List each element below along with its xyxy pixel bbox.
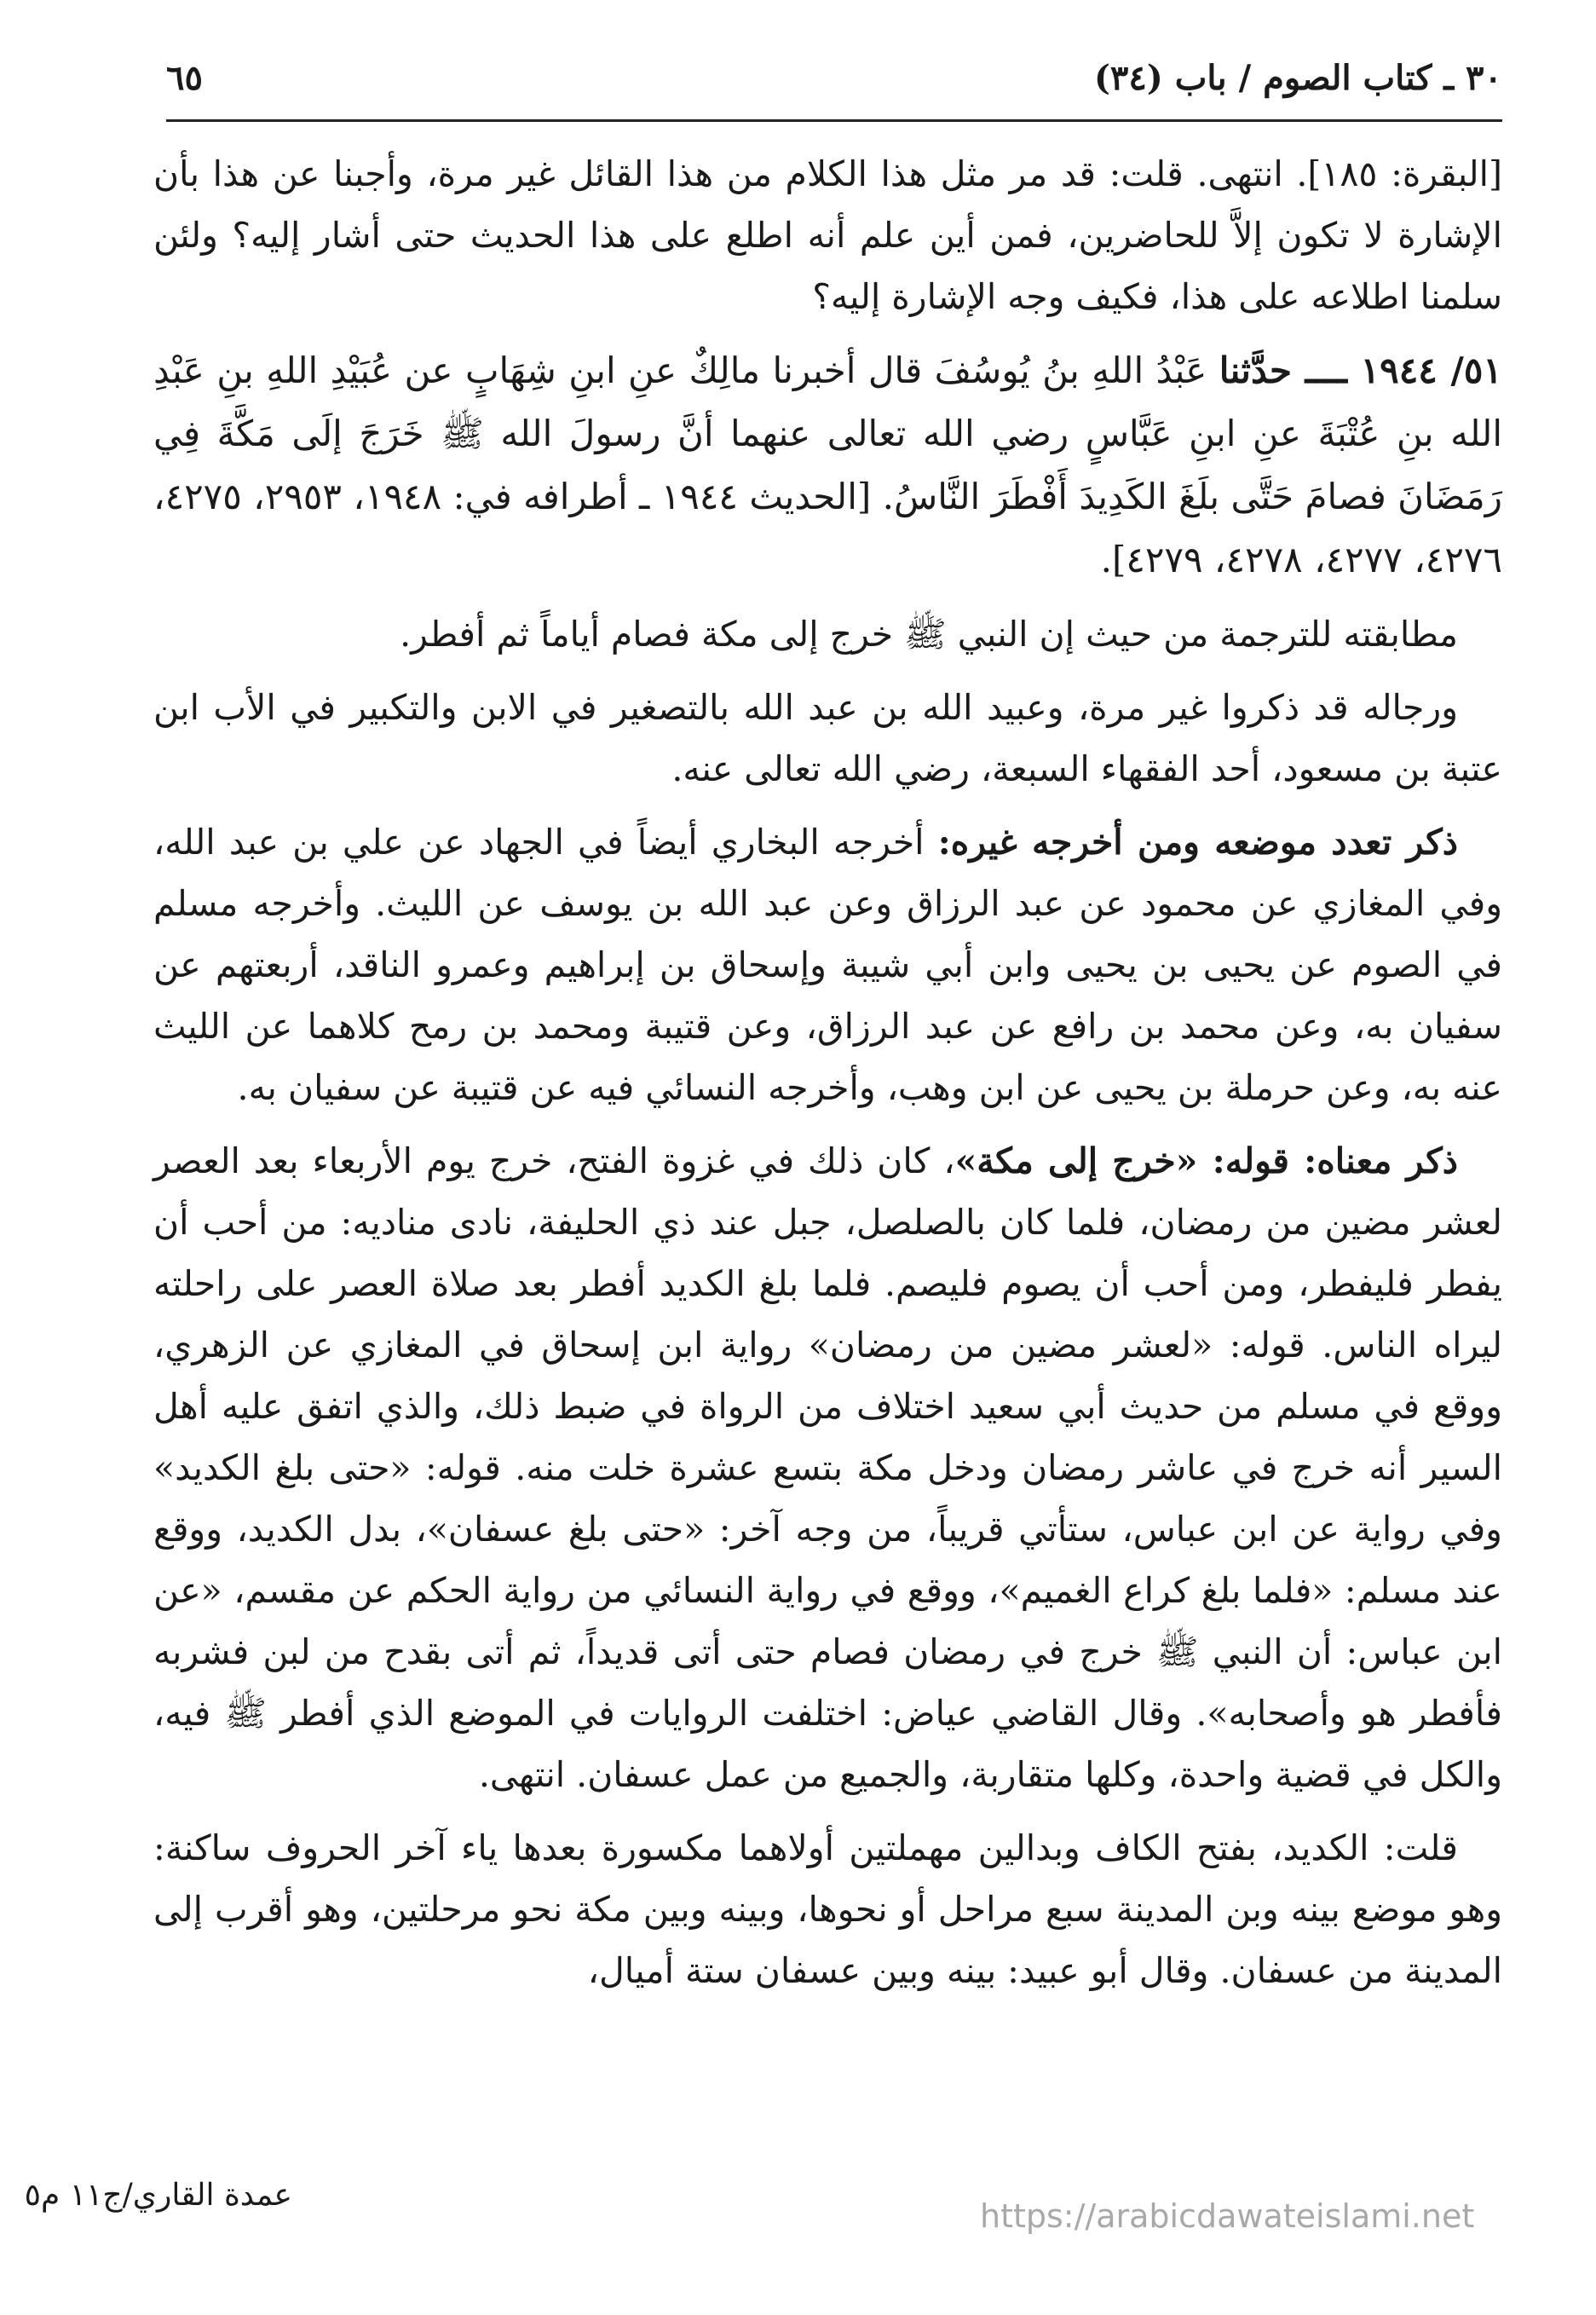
paragraph-4-text: ورجاله قد ذكروا غير مرة، وعبيد الله بن عبد الله بالتصغير في الابن والتكبير في الأب ابن عتبة بن مسعود، أحد الفقهاء السبعة، رضي الله تعالى عنه. — [153, 687, 1502, 789]
footer-signature: عمدة القاري/ج١١ م٥ — [24, 2178, 292, 2213]
section-heading-meaning: ذكر معناه: قوله: «خرج إلى مكة» — [954, 1140, 1458, 1181]
paragraph-2 — [153, 339, 1502, 592]
paragraph-6 — [153, 1130, 1502, 1805]
watermark-url: https://arabicdawateislami.net — [980, 2197, 1475, 2235]
section-heading-sources: ذكر تعدد موضعه ومن أخرجه غيره: — [937, 822, 1458, 863]
paragraph-5 — [153, 811, 1502, 1118]
paragraph-1 — [153, 143, 1502, 327]
header-rule — [166, 119, 1502, 122]
paragraph-4 — [153, 677, 1502, 800]
page-header — [166, 58, 1502, 118]
paragraph-3-text: مطابقته للترجمة من حيث إن النبي ﷺ خرج إلى مكة فصام أياماً ثم أفطر. — [400, 614, 1458, 655]
hadith-number-lead: ٥١/ ١٩٤٤ ــــ حدَّثنا — [1219, 349, 1502, 391]
paragraph-3 — [153, 603, 1502, 665]
page-number: ٦٥ — [166, 58, 203, 98]
paragraph-7-text: قلت: الكديد، بفتح الكاف وبدالين مهملتين أولاهما مكسورة بعدها ياء آخر الحروف ساكنة: وهو موضع بينه وبن المدينة سبع مراحل أو نحوها، وبينه وبين مكة نحو مرحلتين، وهو أقرب إلى المدينة من عسفان. وقال أبو عبيد: بينه وبين عسفان ستة أميال، — [153, 1827, 1502, 1991]
main-text — [153, 143, 1502, 2013]
paragraph-5-text: أخرجه البخاري أيضاً في الجهاد عن علي بن عبد الله، وفي المغازي عن محمود عن عبد الرزاق وعن عبد الله بن يوسف عن الليث. وأخرجه مسلم في الصوم عن يحيى بن يحيى وابن أبي شيبة وإسحاق بن إبراهيم وعمرو الناقد، أربعتهم عن سفيان به، وعن محمد بن رافع عن عبد الرزاق، وعن قتيبة ومحمد بن رمح كلاهما عن الليث عنه به، وعن حرملة بن يحيى عن ابن وهب، وأخرجه النسائي فيه عن قتيبة عن سفيان به. — [153, 822, 1502, 1108]
running-title: ٣٠ ـ كتاب الصوم / باب (٣٤) — [1093, 58, 1502, 98]
paragraph-6-text: ، كان ذلك في غزوة الفتح، خرج يوم الأربعاء بعد العصر لعشر مضين من رمضان، فلما كان بالصلصل، جبل عند ذي الحليفة، نادى مناديه: من أحب أن يفطر فليفطر، ومن أحب أن يصوم فليصم. فلما بلغ الكديد أفطر بعد صلاة العصر على راحلته ليراه الناس. قوله: «لعشر مضين من رمضان» رواية ابن إسحاق في المغازي عن الزهري، ووقع في مسلم من حديث أبي سعيد اختلاف من الرواة في ضبط ذلك، والذي اتفق عليه أهل السير أنه خرج في عاشر رمضان ودخل مكة بتسع عشرة خلت منه. قوله: «حتى بلغ الكديد» وفي رواية عن ابن عباس، ستأتي قريباً، من وجه آخر: «حتى بلغ عسفان»، بدل الكديد، ووقع عند مسلم: «فلما بلغ كراع الغميم»، ووقع في رواية النسائي من رواية الحكم عن مقسم، «عن ابن عباس: أن النبي ﷺ خرج في رمضان فصام حتى أتى قديداً، ثم أتى بقدح من لبن فشربه فأفطر هو وأصحابه». وقال القاضي عياض: اختلفت الروايات في الموضع الذي أفطر ﷺ فيه، والكل في قضية واحدة، وكلها متقاربة، والجميع من عمل عسفان. انتهى. — [153, 1140, 1503, 1795]
paragraph-7 — [153, 1817, 1502, 2001]
paragraph-1-text: [البقرة: ١٨٥]. انتهى. قلت: قد مر مثل هذا الكلام من هذا القائل غير مرة، وأجبنا عن هذا بأن الإشارة لا تكون إلاَّ للحاضرين، فمن أين علم أنه اطلع على هذا الحديث حتى أشار إليه؟ ولئن سلمنا اطلاعه على هذا، فكيف وجه الإشارة إليه؟ — [153, 153, 1502, 317]
paragraph-2-text: عَبْدُ اللهِ بنُ يُوسُفَ قال أخبرنا مالِكٌ عنِ ابنِ شِهَابٍ عن عُبَيْدِ اللهِ بنِ عَبْدِ الله بنِ عُتْبَةَ عنِ ابنِ عَبَّاسٍ رضي الله تعالى عنهما أنَّ رسولَ الله ﷺ خَرَجَ إلَى مَكَّةَ فِي رَمَضَانَ فصامَ حَتَّى بلَغَ الكَدِيدَ أَفْطَرَ النَّاسُ. [الحديث ١٩٤٤ ـ أطرافه في: ١٩٤٨، ٢٩٥٣، ٤٢٧٥، ٤٢٧٦، ٤٢٧٧، ٤٢٧٨، ٤٢٧٩]. — [153, 349, 1502, 580]
